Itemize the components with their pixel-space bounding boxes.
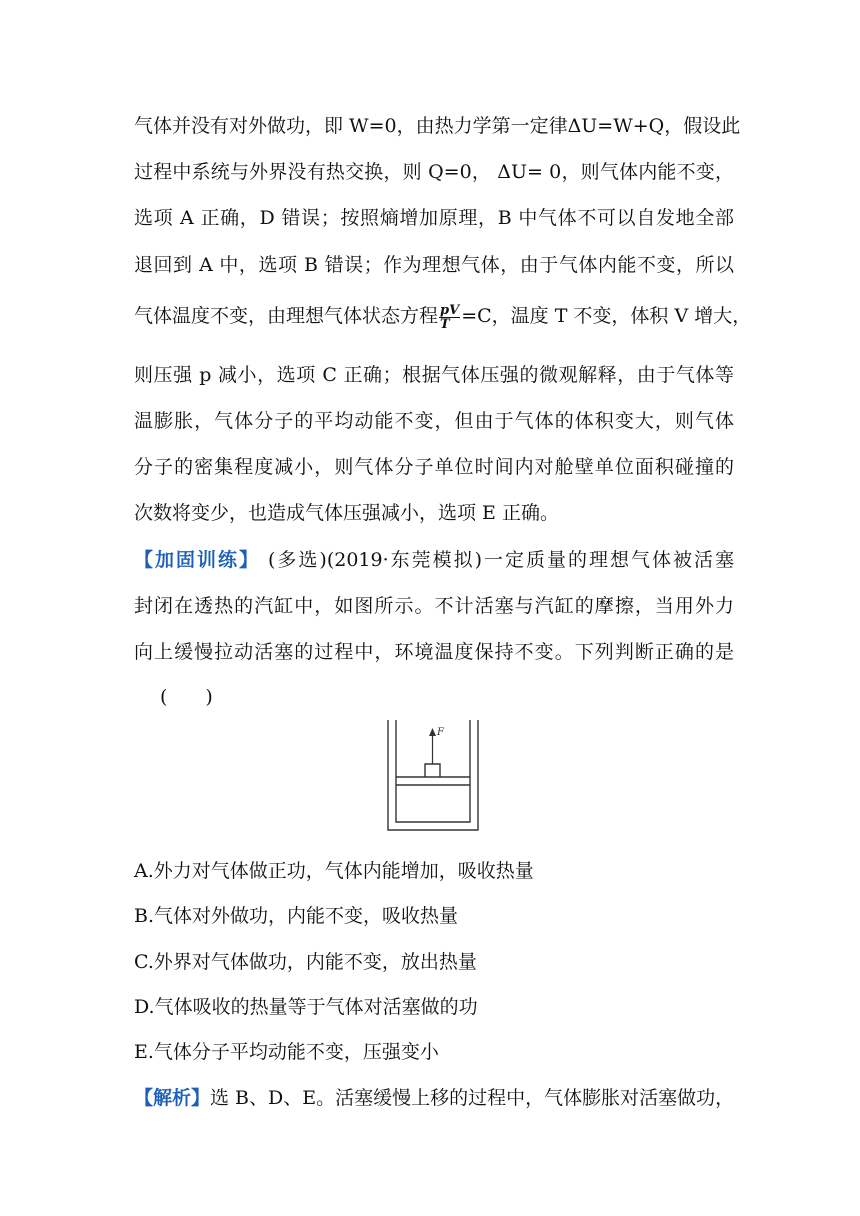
option-d: D.气体吸收的热量等于气体对活塞做的功 [134, 996, 478, 1018]
solution-line-4: 退回到 A 中，选项 B 错误；作为理想气体，由于气体内能不变，所以 [134, 254, 734, 276]
solution-line-5-before: 气体温度不变，由理想气体状态方程 [134, 305, 439, 327]
analysis-line [134, 1085, 734, 1111]
solution-line-2: 过程中系统与外界没有热交换，则 Q=0， ΔU= 0，则气体内能不变， [134, 161, 734, 183]
option-b: B.气体对外做功，内能不变，吸收热量 [134, 905, 459, 927]
solution-line-8: 分子的密集程度减小，则气体分子单位时间内对舱壁单位面积碰撞的 [134, 456, 734, 478]
fraction-denominator: T [440, 316, 450, 332]
option-a: A.外力对气体做正功，气体内能增加，吸收热量 [134, 860, 534, 882]
force-arrow-head [429, 728, 436, 736]
solution-line-5-after: =C，温度 T 不变，体积 V 增大， [461, 305, 752, 327]
exercise-line-1 [134, 547, 734, 573]
piston-rod [425, 764, 440, 777]
option-e: E.气体分子平均动能不变，压强变小 [134, 1041, 439, 1063]
solution-line-3: 选项 A 正确，D 错误；按照熵增加原理，B 中气体不可以自发地全部 [134, 207, 734, 229]
exercise-line-1-rest: (多选)(2019·东莞模拟)一定质量的理想气体被活塞 [259, 549, 734, 571]
solution-line-6: 则压强 p 减小，选项 C 正确；根据气体压强的微观解释，由于气体等 [134, 364, 734, 386]
cylinder-piston-diagram [386, 718, 482, 834]
option-c: C.外界对气体做功，内能不变，放出热量 [134, 951, 477, 973]
exercise-line-2: 封闭在透热的汽缸中，如图所示。不计活塞与汽缸的摩擦，当用外力 [134, 595, 734, 617]
exercise-line-3: 向上缓慢拉动活塞的过程中，环境温度保持不变。下列判断正确的是 [134, 641, 734, 663]
force-label: F [437, 727, 444, 738]
solution-line-5 [134, 302, 752, 332]
solution-line-9: 次数将变少，也造成气体压强减小，选项 E 正确。 [134, 502, 559, 524]
analysis-text: 选 B、D、E。活塞缓慢上移的过程中，气体膨胀对活塞做功， [210, 1087, 735, 1109]
ideal-gas-fraction [439, 304, 460, 331]
solution-line-1: 气体并没有对外做功，即 W=0，由热力学第一定律ΔU=W+Q，假设此 [134, 115, 741, 137]
analysis-tag: 【解析】 [134, 1087, 211, 1109]
solution-line-7: 温膨胀，气体分子的平均动能不变，但由于气体的体积变大，则气体 [134, 410, 734, 432]
fraction-numerator: pV [440, 302, 460, 318]
exercise-tag: 【加固训练】 [134, 549, 260, 571]
answer-blank: ( ) [160, 686, 213, 708]
